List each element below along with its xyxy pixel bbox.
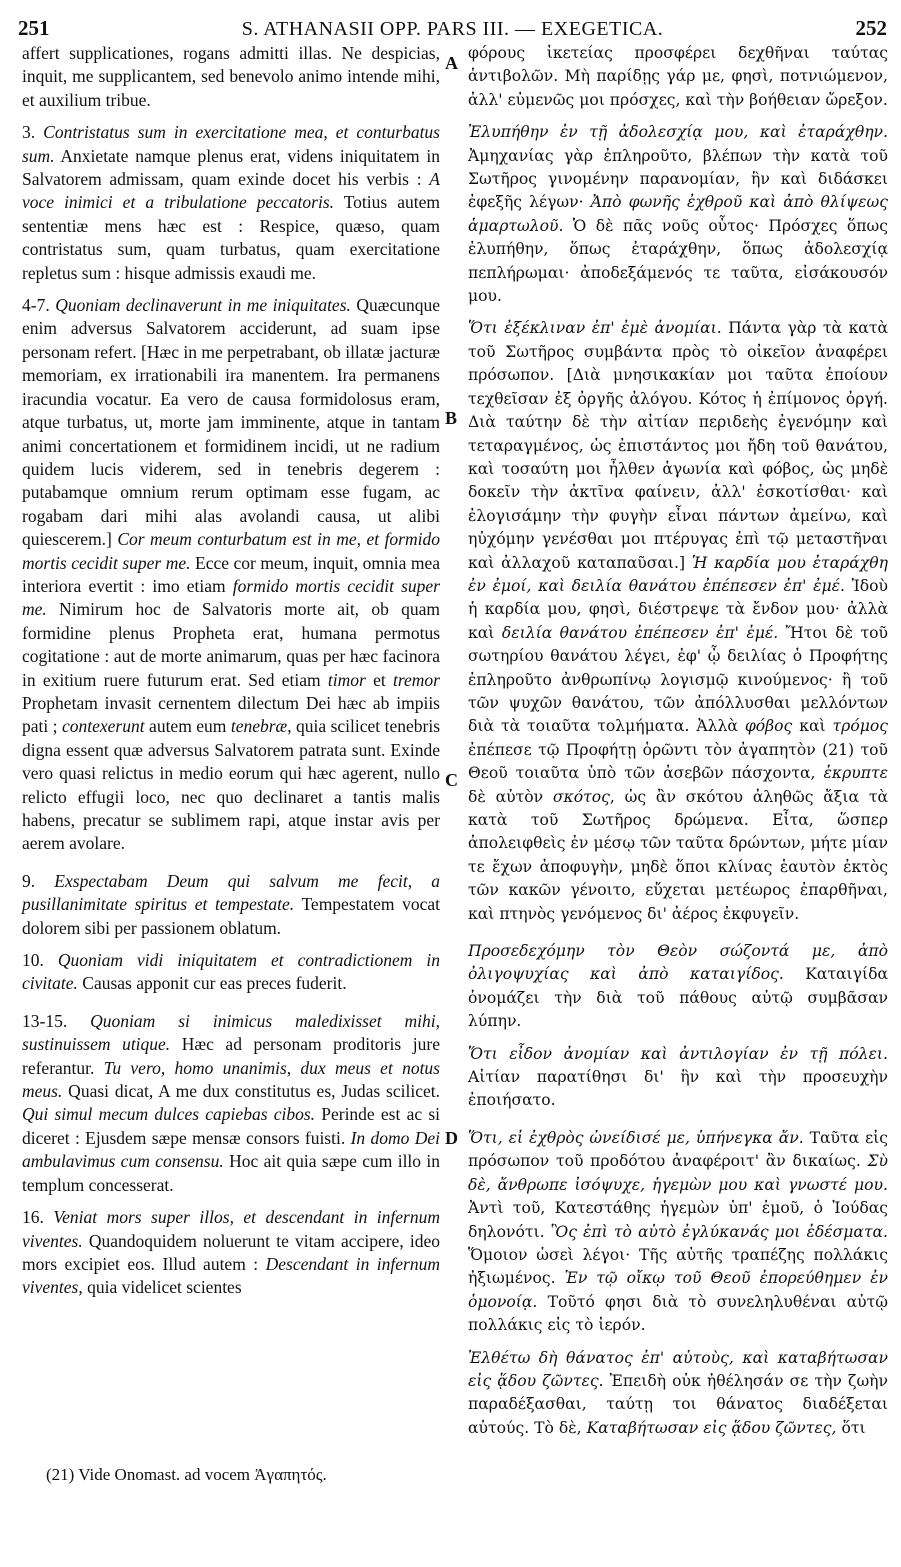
scripture-quote: φόβος bbox=[744, 717, 793, 736]
commentary-text: , ὡς ἂν σκότου ἀληθῶς ἄξια τὰ κατὰ τοῦ Σωτῆρος δρώμενα. Εἶτα, ὥσπερ ἀπολειφθεὶς ἐν μέσῳ τῶν ταῦτα δρώντων, μήτε μίαν τε ἔχων ἀποφυγὴν, μηδὲ ὅποι κλίνας ἑαυτὸν ἐκτὸς τῶν κακῶν γένοιτο, εὔχεται μετέωρος ἐπαρθῆναι, καὶ πτηνὸς γενόμενος δι' ἀέρος ἐκφυγεῖν. bbox=[468, 787, 888, 923]
commentary-text: Hoc ait quia sæpe cum illo in templum concesserat. bbox=[22, 1151, 441, 1195]
commentary-text: Perinde est ac si diceret : Ejusdem sæpe mensæ consors fuisti. bbox=[22, 1104, 440, 1148]
scripture-quote: Ὅτι, εἰ ἐχθρὸς ὠνείδισέ με, ὑπήνεγκα ἄν. bbox=[468, 1128, 804, 1147]
latin-paragraph bbox=[22, 42, 440, 112]
page-number-left: 251 bbox=[18, 16, 50, 40]
page-number-right: 252 bbox=[855, 16, 887, 40]
greek-paragraph bbox=[468, 317, 888, 926]
commentary-text: 16. bbox=[22, 1207, 54, 1228]
scripture-quote: τρόμος bbox=[832, 717, 888, 736]
commentary-text: Hæc ad personam proditoris jure referantur. bbox=[22, 1034, 440, 1078]
commentary-text: Καταιγίδα ὀνομάζει τὴν διὰ τοῦ πάθους αὐτῷ συμβᾶσαν λύπην. bbox=[468, 965, 888, 1031]
greek-paragraph bbox=[468, 1127, 888, 1338]
commentary-text: , quia scilicet tenebris digna essent quæ adversus Salvatorem patrata sunt. Exinde vero quasi relictus in medio eorum qui hæc agerent, nullo relicto effugii loco, nec quo declinaret a tantis malis habens, precatur se sublimem rapi, atque instar avis per aerem avolare. bbox=[22, 716, 441, 854]
margin-marker-b: B bbox=[445, 408, 458, 428]
commentary-text: 9. bbox=[22, 870, 55, 891]
commentary-text: Ἀντὶ τοῦ, Κατεστάθης ἡγεμὼν ὑπ' ἐμοῦ, ὁ Ἰούδας δηλονότι. bbox=[468, 1199, 888, 1241]
latin-paragraph bbox=[22, 949, 440, 996]
commentary-text: Ἐπειδὴ οὐκ ἠθέλησάν σε τὴν ζωὴν παραδέξασθαι, ταύτῃ τοι θάνατος διαδέξεται αὐτούς. Τὸ δὲ, bbox=[468, 1371, 888, 1437]
margin-marker-d: D bbox=[445, 1128, 458, 1148]
commentary-text: Ταῦτα εἰς πρόσωπον τοῦ προδότου ἀναφέροιτ' ἂν δικαίως. bbox=[468, 1128, 888, 1171]
scripture-quote: σκότος bbox=[552, 787, 610, 806]
latin-paragraph bbox=[22, 1010, 440, 1197]
commentary-text: Anxietate namque plenus erat, videns iniquitatem in Salvatorem admissam, quam exinde docet his verbis : bbox=[22, 145, 440, 190]
commentary-text: δὲ αὐτὸν bbox=[468, 787, 553, 806]
footnote: (21) Vide Onomast. ad vocem Ἀγαπητός. bbox=[46, 1465, 327, 1484]
scripture-quote: Ἡ καρδία μου ἐταράχθη ἐν ἐμοί, καὶ δειλία θανάτου ἐπέπεσεν ἐπ' ἐμέ. bbox=[468, 553, 888, 595]
commentary-text: quia videlicet scientes bbox=[82, 1277, 242, 1298]
greek-paragraph bbox=[468, 42, 888, 112]
latin-paragraph bbox=[22, 870, 440, 940]
commentary-text: Tempestatem vocat dolorem sibi per passionem oblatum. bbox=[22, 894, 440, 938]
scripture-quote: Σὺ δὲ, ἄνθρωπε ἰσόψυχε, ἡγεμὼν μου καὶ γνωστέ μου. bbox=[468, 1152, 888, 1194]
scripture-quote: Veniat mors super illos, et descendant in infernum viventes. bbox=[22, 1207, 440, 1251]
scripture-quote: Ὃς ἐπὶ τὸ αὐτὸ ἐγλύκανάς μοι ἐδέσματα. bbox=[550, 1222, 888, 1241]
commentary-text: Ἤτοι δὲ τοῦ σωτηρίου θανάτου λέγει, ἐφ' ᾧ δειλίας ὁ Προφήτης ἐπληροῦτο ἀνθρωπίνῳ λογισμῷ κινούμενος· ἢ τοῦ τῶν ψυχῶν θανάτου, τῶν ἀπόλλυσθαι μελλόντων διὰ τὰ τοιαῦτα τολμήματα. Ἀλλὰ bbox=[468, 623, 888, 736]
greek-paragraph bbox=[468, 1043, 888, 1113]
scripture-quote: contexerunt bbox=[62, 716, 145, 737]
scripture-quote: Quoniam si inimicus maledixisset mihi, sustinuissem utique. bbox=[22, 1010, 440, 1055]
commentary-text: Τοῦτό φησι διὰ τὸ συνεληλυθέναι αὐτῷ πολλάκις εἰς τὸ ἱερόν. bbox=[468, 1292, 888, 1335]
commentary-text: Ἰδοὺ ἡ καρδία μου, φησὶ, διέστρεψε τὰ ἔνδον μου· ἀλλὰ καὶ bbox=[468, 576, 888, 642]
commentary-text: Ὁ δὲ πᾶς νοῦς οὗτος· Πρόσχες ὅπως ἐλυπήθην, ὅπως ἐταράχθην, ὅπως ἀδολεσχίᾳ πεπλήρωμαι· ἀποδεξάμενός τε ταῦτα, εἰσάκουσόν μου. bbox=[468, 216, 888, 306]
scripture-quote: Quoniam vidi iniquitatem et contradictionem in civitate. bbox=[22, 950, 440, 994]
margin-marker-a: A bbox=[445, 53, 458, 73]
scripture-quote: Cor meum conturbatum est in me, et formido mortis cecidit super me. bbox=[22, 529, 440, 573]
running-title: S. ATHANASII OPP. PARS III. — EXEGETICA. bbox=[241, 18, 664, 40]
commentary-text: 3. bbox=[22, 122, 44, 143]
commentary-text: φόρους ἱκετείας προσφέρει δεχθῆναι ταύτας ἀντιβολῶν. Μὴ παρίδῃς γάρ με, φησὶ, ποτνιώμενον, ἀλλ' εὐμενῶς μοι πρόσχες, καὶ τὴν βοήθειαν ὤρεξον. bbox=[468, 44, 888, 109]
scripture-quote: formido mortis cecidit super me. bbox=[22, 575, 440, 620]
latin-paragraph bbox=[22, 1206, 440, 1300]
scripture-quote: Ὅτι ἐξέκλιναν ἐπ' ἐμὲ ἀνομίαι. bbox=[468, 319, 722, 338]
commentary-text: 10. bbox=[22, 950, 58, 971]
scripture-quote: tenebræ bbox=[230, 716, 288, 737]
margin-marker-c: C bbox=[445, 770, 458, 790]
commentary-text: Quæcunque enim adversus Salvatorem acciderunt, ad suam ipse personam refert. [Hæc in me perpetrabant, ob illatæ jacturæ memoriam, ex irrationabili ira manentem. Ira permanens iracundia vocatur. Ea vero de causa formidolosus eram, atque turbatus, ut, morte jam imminente, atque in tantam animi concertationem et formidinem incidi, ut ne radium quidem lucis viderem, sed in tenebris degerem : putabamque omnium rerum optimam esse fugam, ac rogabam dari mihi alas avolandi causa, ut alibi quiescerem.] bbox=[22, 295, 440, 550]
greek-paragraph bbox=[468, 1347, 888, 1441]
scripture-quote: Contristatus sum in exercitatione mea, et conturbatus sum. bbox=[22, 122, 440, 166]
scripture-quote: Προσεδεχόμην τὸν Θεὸν σώζοντά με, ἀπὸ ὀλιγοψυχίας καὶ ἀπὸ καταιγίδος. bbox=[468, 942, 888, 984]
scripture-quote: Ὅτι εἶδον ἀνομίαν καὶ ἀντιλογίαν ἐν τῇ πόλει. bbox=[468, 1044, 888, 1063]
scripture-quote: Quoniam declinaverunt in me iniquitates. bbox=[55, 295, 351, 316]
scripture-quote: Ἐλθέτω δὴ θάνατος ἐπ' αὐτοὺς, καὶ καταβήτωσαν εἰς ᾅδου ζῶντες. bbox=[468, 1348, 888, 1390]
commentary-text: καὶ bbox=[792, 717, 833, 736]
commentary-text: Πάντα γὰρ τὰ κατὰ τοῦ Σωτῆρος συμβάντα πρὸς τὸ οἰκεῖον ἀναφέρει πρόσωπον. [Διὰ μνησικακίαν μοι ταῦτα ἐποίουν τεχθεῖσαν ἐξ ὀργῆς ἀλόγου. Κότος ἡ ἐπίμονος ὀργή. Διὰ ταύτην δὲ τὴν αἰτίαν περιδεὴς ἐγενόμην καὶ τεταραγμένος, ὡς ἐπιστάντος μοι ἤδη τοῦ θανάτου, καὶ τοσαύτη μοι ἦλθεν ἀγωνία καὶ φόβος, ὡς μηδὲ δοκεῖν τὴν ἀκτῖνα φαίνειν, ἀλλ' ἐσκοτίσθαι· καὶ ἐλογισάμην τὴν φυγὴν εἶναι πάντων ἀμείνω, καὶ ηὐχόμην γενέσθαι μοι πτέρυγας ἐπὶ τῷ μεταστῆναι καὶ ἀλλαχοῦ καταπαῦσαι.] bbox=[468, 319, 888, 572]
scripture-quote: ἐκρυπτε bbox=[823, 764, 888, 783]
scripture-quote: tremor bbox=[392, 669, 440, 690]
scripture-quote: Qui simul mecum dulces capiebas cibos. bbox=[22, 1104, 316, 1125]
commentary-text: ὅτι bbox=[836, 1418, 866, 1437]
commentary-text: ἐπέπεσε τῷ Προφήτῃ ὁρῶντι τὸν ἀγαπητὸν (21) τοῦ Θεοῦ τοιαῦτα ὑπὸ τῶν ἀσεβῶν πάσχοντα, bbox=[468, 740, 888, 783]
scripture-quote: Ἐν τῷ οἴκῳ τοῦ Θεοῦ ἐπορεύθημεν ἐν ὁμονοίᾳ. bbox=[468, 1269, 888, 1311]
commentary-text: Prophetam invasit cernentem dilectum Dei hæc ab impiis pati ; bbox=[22, 692, 440, 737]
scripture-quote: Ἀπὸ φωνῆς ἐχθροῦ καὶ ἀπὸ θλίψεως ἁμαρτωλοῦ. bbox=[468, 193, 888, 235]
scripture-quote: Descendant in infernum viventes, bbox=[22, 1253, 440, 1298]
commentary-text: Ὅμοιον ὡσεὶ λέγοι· Τῆς αὐτῆς τραπέζης πολλάκις ἠξιωμένος. bbox=[468, 1245, 888, 1288]
latin-paragraph bbox=[22, 121, 440, 285]
greek-column bbox=[468, 42, 888, 1449]
scripture-quote: Tu vero, homo unanimis, dux meus et notus meus. bbox=[22, 1057, 440, 1102]
commentary-text: 4-7. bbox=[22, 295, 56, 316]
commentary-text: Ἀμηχανίας γὰρ ἐπληροῦτο, βλέπων τὴν κατὰ τοῦ Σωτῆρος γινομένην παρανομίαν, ἣν καὶ διδάσκει ἐφεξῆς λέγων· bbox=[468, 146, 888, 212]
scripture-quote: Exspectabam Deum qui salvum me fecit, a pusillanimitate spiritus et tempestate. bbox=[22, 870, 441, 915]
commentary-text: et bbox=[365, 669, 393, 690]
commentary-text: autem eum bbox=[144, 716, 231, 737]
scripture-quote: A voce inimici et a tribulatione peccatoris. bbox=[22, 169, 440, 213]
greek-paragraph bbox=[468, 940, 888, 1034]
commentary-text: Ecce cor meum, inquit, omnia mea interiora evertit : imo etiam bbox=[22, 552, 440, 596]
commentary-text: 13-15. bbox=[22, 1010, 91, 1031]
commentary-text: Causas apponit cur eas preces fuderit. bbox=[77, 973, 347, 994]
scripture-quote: Καταβήτωσαν εἰς ᾅδου ζῶντες, bbox=[586, 1418, 837, 1437]
commentary-text: Totius autem sententiæ mens hæc est : Respice, quæso, quam contristatus sum, quam turbatus, quam exercitatione repletus sum : hisque admissis exaudi me. bbox=[22, 192, 440, 283]
latin-paragraph bbox=[22, 294, 440, 856]
commentary-text: Nimirum hoc de Salvatoris morte ait, ob quam formidine plenus Propheta erat, humana permotus cogitatione : aut de morte animarum, quas per hæc facinora in exitium ruere futurum erat. Sed etiam bbox=[22, 599, 440, 690]
scripture-quote: δειλία θανάτου ἐπέπεσεν ἐπ' ἐμέ. bbox=[501, 623, 779, 642]
scripture-quote: timor bbox=[327, 669, 366, 690]
commentary-text: Αἰτίαν παρατίθησι δι' ἣν καὶ τὴν προσευχὴν ἐποιήσατο. bbox=[468, 1068, 888, 1110]
scripture-quote: In domo Dei ambulavimus cum consensu. bbox=[22, 1127, 441, 1172]
commentary-text: Quasi dicat, A me dux constitutus es, Judas scilicet. bbox=[62, 1081, 440, 1102]
commentary-text: affert supplicationes, rogans admitti illas. Ne despicias, inquit, me supplicantem, sed benevolo animo intende mihi, et auxilium tribue. bbox=[22, 43, 440, 110]
greek-paragraph bbox=[468, 121, 888, 308]
commentary-text: Quandoquidem noluerunt te vitam accipere, ideo mors excipiet eos. Illud autem : bbox=[22, 1230, 440, 1274]
scripture-quote: Ἐλυπήθην ἐν τῇ ἀδολεσχίᾳ μου, καὶ ἐταράχθην. bbox=[468, 123, 888, 142]
latin-column bbox=[22, 42, 440, 1309]
